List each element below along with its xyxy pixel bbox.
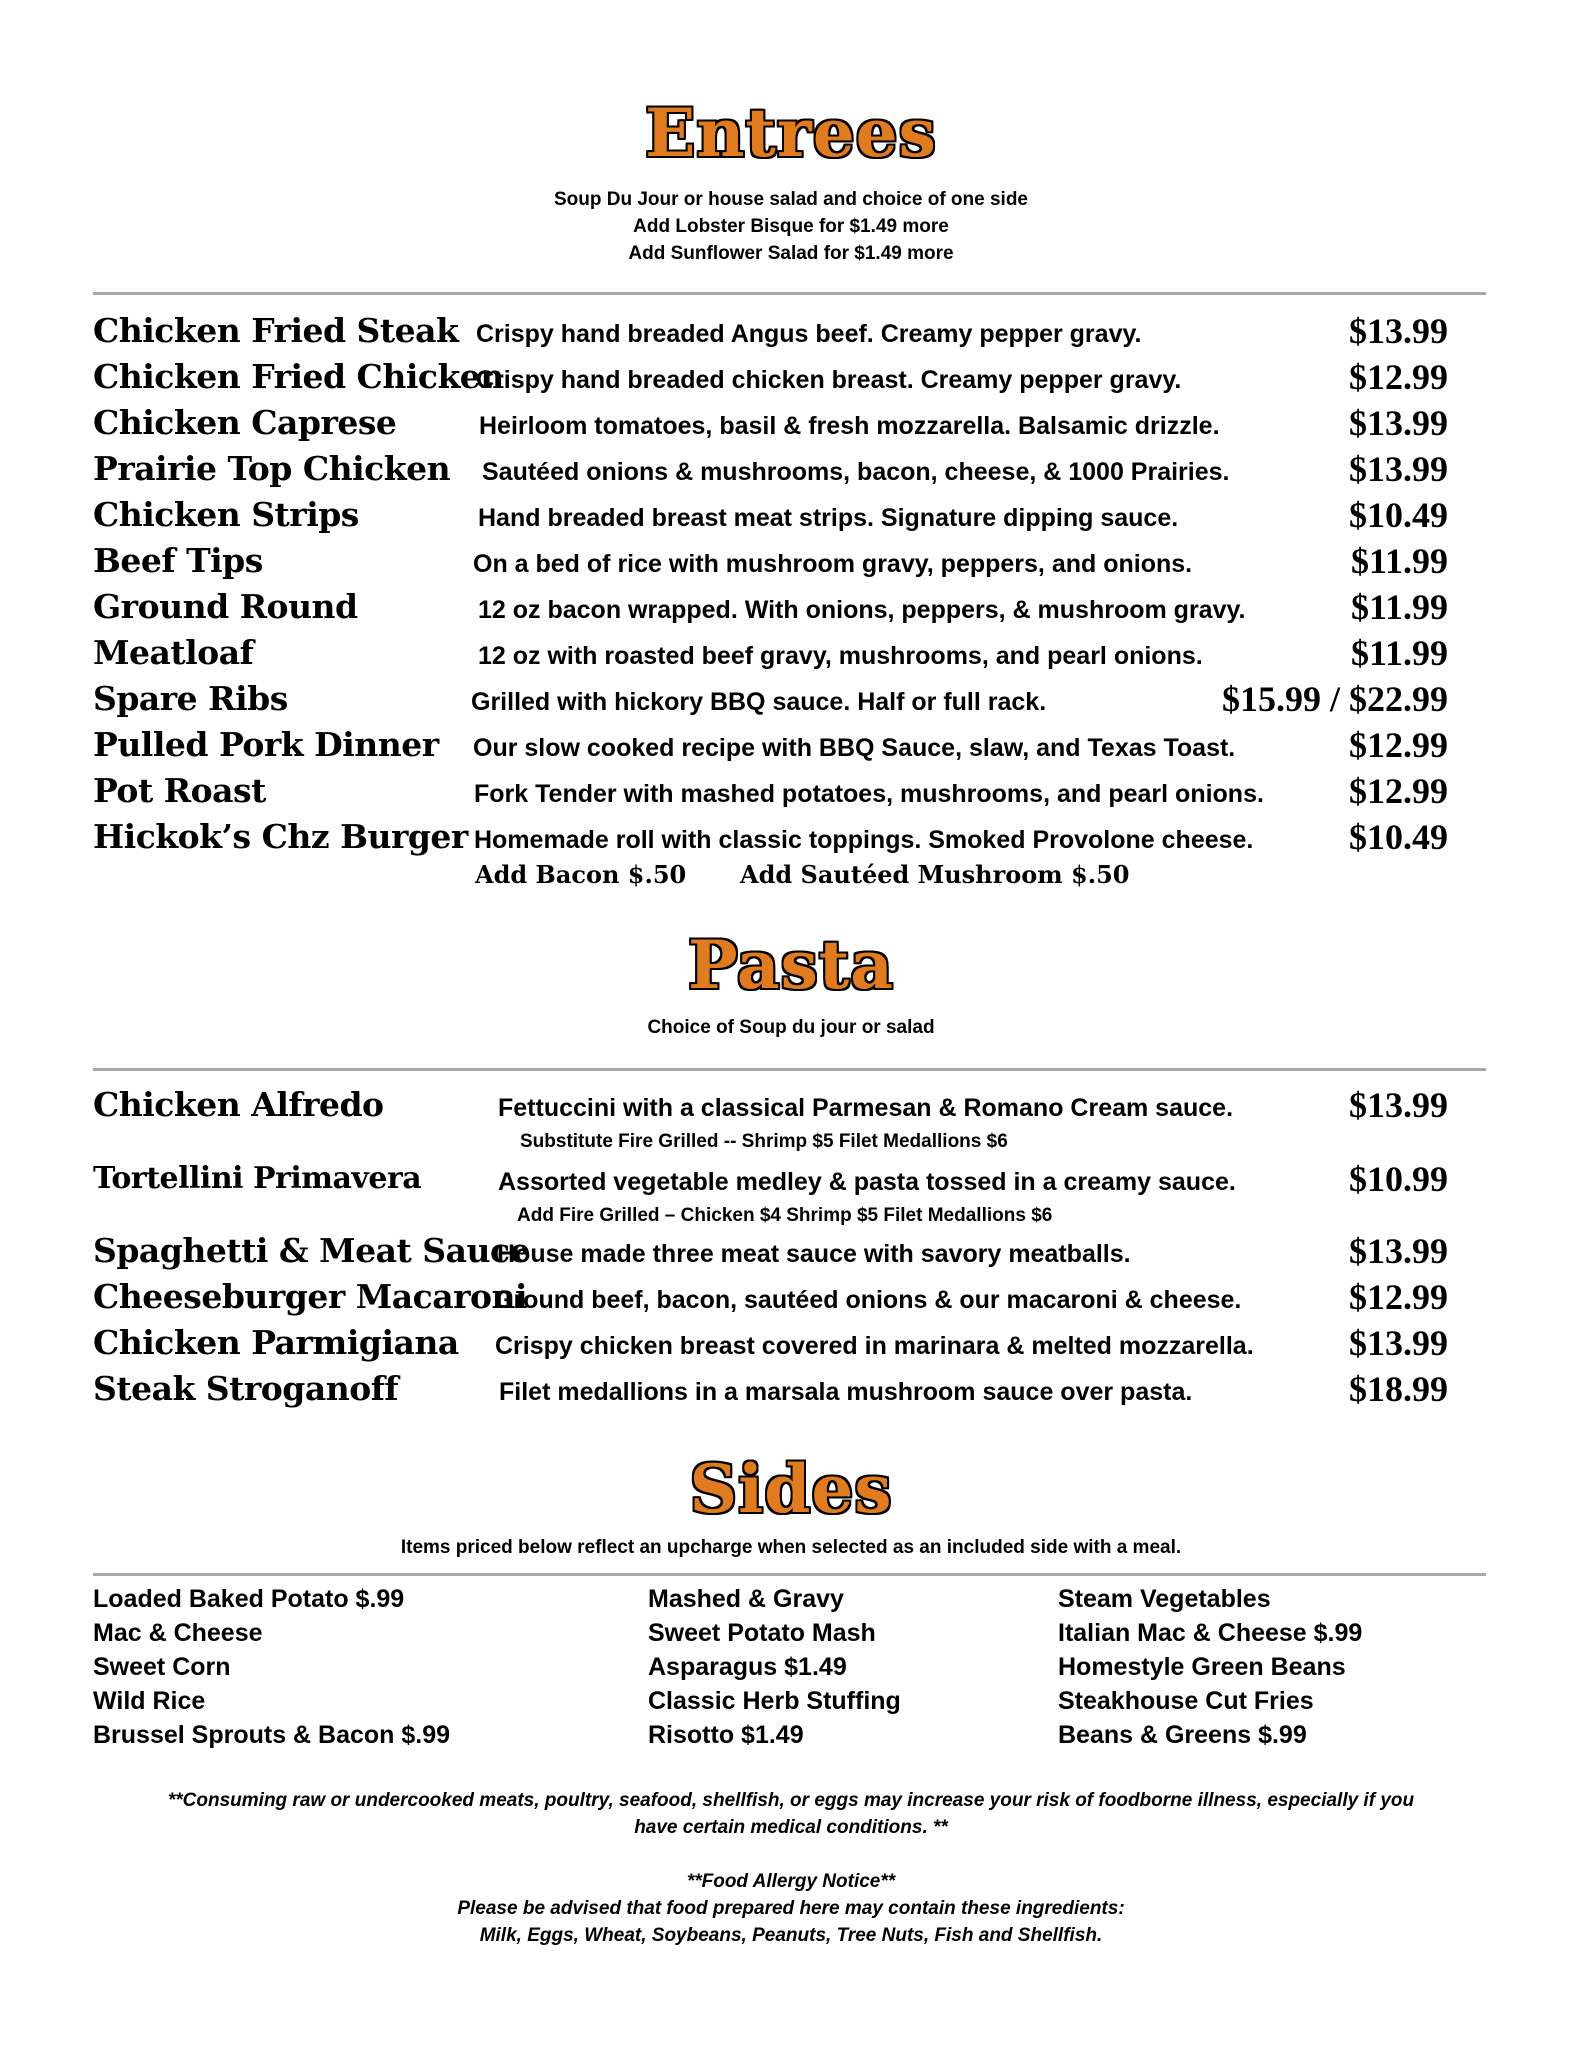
item-desc: 12 oz bacon wrapped. With onions, peppers, & mushroom gravy. [478, 596, 1246, 624]
side-item: Brussel Sprouts & Bacon $.99 [93, 1721, 451, 1749]
item-name: Ground Round [93, 587, 358, 626]
item-desc: Fork Tender with mashed potatoes, mushrooms, and pearl onions. [474, 780, 1264, 808]
allergy-notice: Milk, Eggs, Wheat, Soybeans, Peanuts, Tree Nuts, Fish and Shellfish. [479, 1925, 1103, 1946]
menu-item [0, 354, 1582, 400]
allergy-notice: Please be advised that food prepared here may contain these ingredients: [457, 1898, 1125, 1919]
side-item: Homestyle Green Beans [1058, 1653, 1346, 1681]
item-price: $12.99 [1349, 357, 1448, 397]
sides-divider [93, 1573, 1486, 1576]
entrees-subline: Soup Du Jour or house salad and choice of one side [553, 189, 1029, 210]
item-desc: Crispy chicken breast covered in marinara & melted mozzarella. [495, 1332, 1254, 1360]
item-price: $13.99 [1349, 1085, 1448, 1125]
item-desc: Assorted vegetable medley & pasta tossed in a creamy sauce. [498, 1168, 1236, 1196]
item-name: Pulled Pork Dinner [93, 725, 439, 764]
side-item: Steam Vegetables [1058, 1585, 1271, 1613]
item-price: $10.99 [1349, 1159, 1448, 1199]
item-price: $13.99 [1349, 1231, 1448, 1271]
item-name: Cheeseburger Macaroni [93, 1277, 528, 1316]
item-price: $13.99 [1349, 1323, 1448, 1363]
item-name: Hickok’s Chz Burger [93, 817, 468, 856]
menu-item [0, 630, 1582, 676]
item-desc: Hand breaded breast meat strips. Signature dipping sauce. [478, 504, 1179, 532]
item-price: $13.99 [1349, 449, 1448, 489]
entrees-subline: Add Lobster Bisque for $1.49 more [633, 216, 949, 237]
item-name: Spaghetti & Meat Sauce [93, 1231, 531, 1270]
item-name: Chicken Fried Steak [93, 311, 459, 350]
side-item: Loaded Baked Potato $.99 [93, 1585, 405, 1613]
allergy-notice-title: **Food Allergy Notice** [686, 1871, 896, 1892]
item-name: Pot Roast [93, 771, 266, 810]
item-name: Chicken Fried Chicken [93, 357, 504, 396]
item-price: $10.49 [1349, 495, 1448, 535]
sides-column-1 [93, 1582, 450, 1752]
item-name: Prairie Top Chicken [93, 449, 451, 488]
item-desc: On a bed of rice with mushroom gravy, peppers, and onions. [473, 550, 1193, 578]
side-item: Risotto $1.49 [648, 1721, 804, 1749]
addon-mushroom: Add Sautéed Mushroom $.50 [740, 860, 1130, 889]
item-desc: Crispy hand breaded Angus beef. Creamy pepper gravy. [476, 320, 1142, 348]
entrees-divider [93, 292, 1486, 295]
entrees-subline: Add Sunflower Salad for $1.49 more [628, 243, 954, 264]
item-desc: Our slow cooked recipe with BBQ Sauce, slaw, and Texas Toast. [473, 734, 1236, 762]
side-item: Sweet Potato Mash [648, 1619, 876, 1647]
item-desc: Heirloom tomatoes, basil & fresh mozzarella. Balsamic drizzle. [479, 412, 1220, 440]
item-note: Add Fire Grilled – Chicken $4 Shrimp $5 Filet Medallions $6 [517, 1205, 1053, 1226]
menu-item [0, 584, 1582, 630]
side-item: Mac & Cheese [93, 1619, 263, 1647]
item-desc: Grilled with hickory BBQ sauce. Half or full rack. [471, 688, 1047, 716]
item-name: Chicken Caprese [93, 403, 397, 442]
menu-item [0, 446, 1582, 492]
menu-item [0, 1366, 1582, 1412]
side-item: Wild Rice [93, 1687, 206, 1715]
menu-item [0, 538, 1582, 584]
menu-item [0, 400, 1582, 446]
sides-title: Sides [689, 1450, 893, 1528]
menu-item [0, 814, 1582, 860]
item-price: $11.99 [1350, 541, 1448, 581]
side-item: Asparagus $1.49 [648, 1653, 847, 1681]
menu-item [0, 1274, 1582, 1320]
consuming-notice: **Consuming raw or undercooked meats, poultry, seafood, shellfish, or eggs may increase your risk of foodborne illness, especially if you [167, 1790, 1415, 1811]
item-desc: 12 oz with roasted beef gravy, mushrooms, and pearl onions. [478, 642, 1203, 670]
menu-item [0, 1156, 1582, 1202]
entrees-title: Entrees [645, 94, 937, 172]
item-desc: Crispy hand breaded chicken breast. Creamy pepper gravy. [476, 366, 1182, 394]
menu-item [0, 1082, 1582, 1128]
menu-item [0, 1228, 1582, 1274]
sides-subline: Items priced below reflect an upcharge when selected as an included side with a meal. [400, 1537, 1182, 1558]
item-price: $12.99 [1349, 1277, 1448, 1317]
item-name: Beef Tips [93, 541, 263, 580]
item-name: Chicken Parmigiana [93, 1323, 459, 1362]
item-price: $13.99 [1349, 311, 1448, 351]
menu-item [0, 308, 1582, 354]
item-desc: Homemade roll with classic toppings. Smoked Provolone cheese. [474, 826, 1254, 854]
item-desc: Fettuccini with a classical Parmesan & Romano Cream sauce. [498, 1094, 1234, 1122]
item-name: Chicken Strips [93, 495, 359, 534]
item-price: $10.49 [1349, 817, 1448, 857]
menu-item [0, 1320, 1582, 1366]
side-item: Mashed & Gravy [648, 1585, 844, 1613]
side-item: Steakhouse Cut Fries [1058, 1687, 1314, 1715]
item-name: Tortellini Primavera [93, 1161, 422, 1196]
item-desc: Filet medallions in a marsala mushroom sauce over pasta. [499, 1378, 1193, 1406]
side-item: Classic Herb Stuffing [648, 1687, 901, 1715]
menu-item [0, 492, 1582, 538]
item-price: $11.99 [1350, 587, 1448, 627]
item-name: Steak Stroganoff [93, 1369, 399, 1408]
item-name: Chicken Alfredo [93, 1085, 384, 1124]
item-name: Meatloaf [93, 633, 254, 672]
addon-bacon: Add Bacon $.50 [475, 860, 687, 889]
menu-item [0, 722, 1582, 768]
item-desc: House made three meat sauce with savory meatballs. [497, 1240, 1131, 1268]
item-price: $18.99 [1349, 1369, 1448, 1409]
pasta-title: Pasta [687, 926, 895, 1004]
item-name: Spare Ribs [93, 679, 288, 718]
pasta-subline: Choice of Soup du jour or salad [647, 1017, 935, 1038]
sides-column-2 [648, 1582, 901, 1752]
consuming-notice: have certain medical conditions. ** [634, 1817, 948, 1838]
item-price: $11.99 [1350, 633, 1448, 673]
side-item: Beans & Greens $.99 [1058, 1721, 1307, 1749]
menu-item [0, 768, 1582, 814]
side-item: Italian Mac & Cheese $.99 [1058, 1619, 1363, 1647]
item-price: $15.99 / $22.99 [1221, 679, 1448, 719]
item-price: $13.99 [1349, 403, 1448, 443]
item-desc: Sautéed onions & mushrooms, bacon, cheese, & 1000 Prairies. [482, 458, 1230, 486]
item-desc: Ground beef, bacon, sautéed onions & our macaroni & cheese. [494, 1286, 1242, 1314]
side-item: Sweet Corn [93, 1653, 231, 1681]
item-price: $12.99 [1349, 725, 1448, 765]
item-note: Substitute Fire Grilled -- Shrimp $5 Filet Medallions $6 [520, 1131, 1008, 1152]
item-price: $12.99 [1349, 771, 1448, 811]
sides-column-3 [1058, 1582, 1362, 1752]
menu-item [0, 676, 1582, 722]
pasta-divider [93, 1068, 1486, 1071]
